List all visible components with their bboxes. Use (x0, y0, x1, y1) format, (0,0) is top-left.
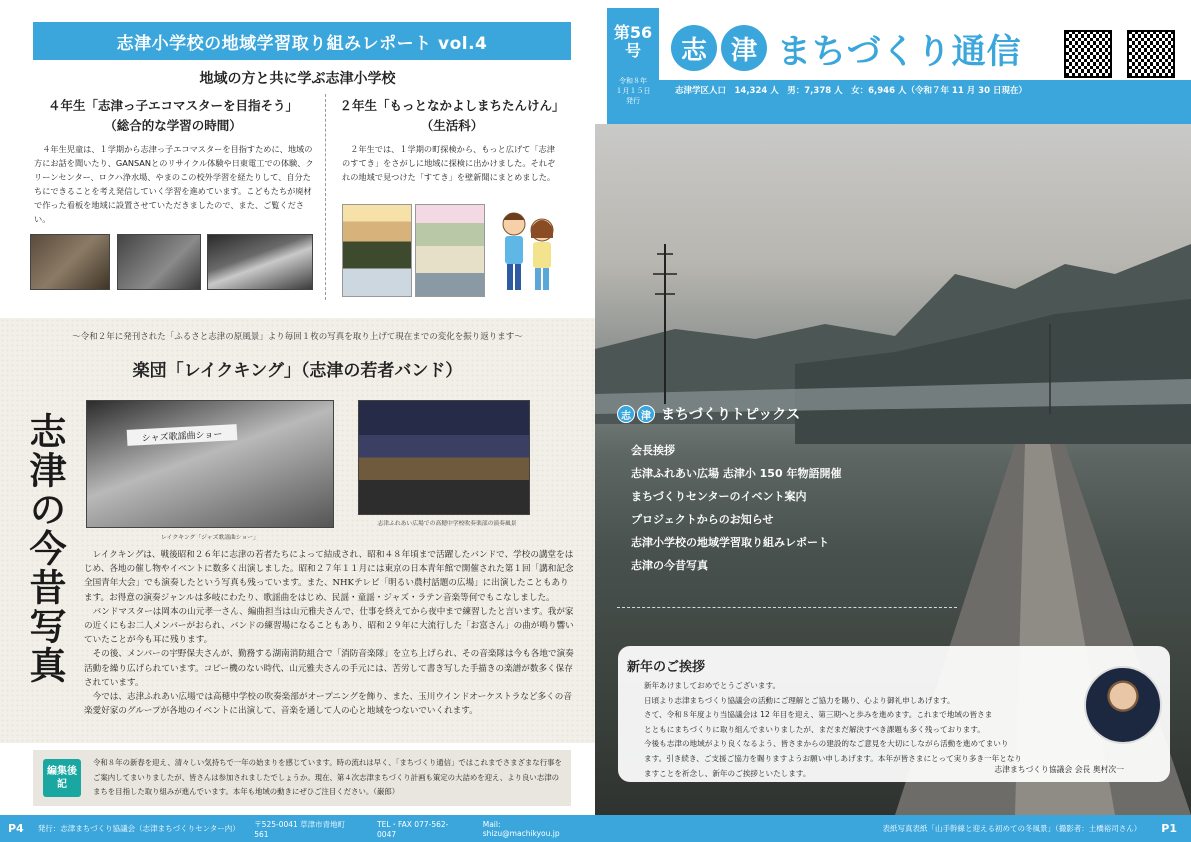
greeting-title: 新年のご挨拶 (627, 660, 706, 675)
page-number: P4 (8, 822, 24, 835)
wall-newspaper-1 (342, 204, 412, 297)
old-photo-body (84, 548, 576, 718)
right-page (595, 0, 1191, 842)
report-subtitle: 地域の方と共に学ぶ志津小学校 (199, 71, 396, 87)
grade2-heading-line1: ２年生「もっとなかよしまちたんけん」 (339, 98, 565, 113)
issue-box (607, 8, 659, 124)
brass-band-photo (358, 400, 530, 515)
topics-heading: まちづくりトピックス (661, 407, 801, 423)
greeting-line: さて、令和８年度より当協議会は 12 年目を迎え、第三期へと歩みを進めます。これまで地域の皆さま (644, 710, 993, 720)
topics-title (617, 404, 1177, 424)
population-text: 志津学区人口 14,324 人 男：7,378 人 女：6,946 人（令和７年 11 月 30 日現在） (675, 86, 1027, 96)
line-qr-icon[interactable] (1127, 30, 1175, 78)
phone: TEL・FAX 077-562-0047 (377, 819, 449, 839)
topics (617, 404, 1177, 571)
old-photo-intro: ～令和２年に発刊された「ふるさと志津の原風景」より毎回１枚の写真を取り上げて現在までの変化を振り返ります～ (72, 332, 523, 342)
paragraph: 今では、志津ふれあい広場では高穂中学校の吹奏楽部がオープニングを飾り、また、玉川ウインドオーケストラなど多くの音楽愛好家のグループが各地のイベントに出演して、音楽を通して人の心と地域をつないでいくれます。 (84, 692, 572, 717)
grade4-heading (28, 96, 318, 136)
masthead-circle-2: 津 (721, 25, 767, 71)
topic-item[interactable]: まちづくりセンターのイベント案内 (631, 490, 807, 503)
grade4-body: ４年生児童は、１学期から志津っ子エコマスターを目指すために、地域の方にお話を聞いたり、GANSANとのリサイクル体験や日東電工での体験、クリーンセンター、ロクハ浄水場、やまのこの校外学習を経たりして、自分たちにできることを考え発信していく学習を進めています。こどもたちが廃材で作った看板を地域に設置させていただきましたので、また、ご覧ください。 (34, 144, 314, 224)
signboard-photo (30, 234, 110, 290)
topic-item[interactable]: 志津小学校の地域学習取り組みレポート (631, 536, 829, 549)
greeting-signature: 志津まちづくり協議会 会長 奥村次一 (994, 765, 1124, 774)
old-photo-title: 楽団「レイクキング」（志津の若者バンド） (132, 361, 463, 381)
topic-item[interactable]: 志津の今昔写真 (631, 559, 708, 572)
publisher: 発行：志津まちづくり協議会（志津まちづくりセンター内） (37, 824, 240, 833)
greeting-line: ます。引き続き、ご支援ご協力を賜りますようお願い申しあげます。本年が皆さまにとって実り多き一年となり (644, 753, 1023, 763)
topics-circle-1: 志 (617, 405, 635, 423)
band-photo-caption: レイクキング「ジャズ歌謡曲ショー」 (161, 535, 259, 541)
topic-item[interactable]: プロジェクトからのお知らせ (631, 513, 774, 526)
greeting-line: 今後も志津の地域がより良くなるよう、皆さまからの建設的なご意見を大切にしながら活動を進めてまいり (644, 739, 1009, 749)
grade4-heading-line1: ４年生「志津っ子エコマスターを目指そう」 (47, 98, 298, 113)
greeting-box (618, 646, 1170, 782)
grade2-heading-line2: （生活科） (420, 118, 484, 133)
line-qr-label: 公式 LINE 友達追加 (1126, 84, 1178, 90)
issue-date-line1: 令和８年 (619, 77, 647, 85)
paragraph: バンドマスターは岡本の山元孝一さん、編曲担当は山元雅夫さんで、仕事を終えてから夜中まで練習したと言います。我が家の近くにもお二人メンバーがおられ、バンドの練習場になることもあり、昭和２９年に大流行した「お富さん」の曲が鳴り響いていたことが今も耳に残ります。 (84, 606, 574, 646)
footer-right (595, 815, 1191, 842)
grade4-heading-line2: （総合的な学習の時間） (104, 118, 242, 133)
topics-divider (617, 607, 957, 608)
greeting-line: とともにまちづくりに取り組んでまいりましたが、まだまだ解決すべき課題も多く残っております。 (644, 724, 985, 734)
greeting-line: 新年あけましておめでとうございます。 (644, 681, 781, 690)
chairman-portrait (1084, 666, 1162, 744)
column-divider (325, 94, 326, 300)
homepage-qr-icon[interactable] (1064, 30, 1112, 78)
kids-illustration (492, 206, 564, 298)
topics-circle-2: 津 (637, 405, 655, 423)
address: 〒525-0041 草津市青地町 561 (254, 819, 346, 839)
masthead (671, 18, 1022, 78)
band-sign: シャズ歌謡曲ショー (127, 424, 238, 446)
left-page (0, 0, 595, 842)
grade2-body: ２年生では、１学期の町探検から、もっと広げて「志津のすてき」をさがしに地域に探検に出かけました。それぞれの地域で見つけた「すてき」を壁新聞にまとめました。 (342, 144, 556, 182)
greeting-line: 日頃より志津まちづくり協議会の活動にご理解とご協力を賜り、心より御礼申しあげます。 (644, 695, 955, 705)
issue-date-line2: １月１５日 (615, 87, 651, 95)
homepage-qr-label: まちづくり協議会ホームページ (1057, 81, 1119, 94)
issue-number: 第56号 (613, 23, 653, 60)
editor-note (33, 750, 571, 806)
vertical-title: 志津の今昔写真 (23, 412, 67, 685)
issue-date (607, 76, 659, 106)
band-photo (86, 400, 334, 528)
grade2-heading (332, 96, 572, 136)
report-banner: 志津小学校の地域学習取り組みレポート vol.4 (33, 22, 571, 60)
experience-photo (117, 234, 201, 290)
masthead-title: まちづくり通信 (777, 31, 1022, 72)
topic-item[interactable]: 志津ふれあい広場 志津小 150 年物語開催 (631, 467, 842, 480)
footer-left (0, 815, 595, 842)
lecture-photo (207, 234, 313, 290)
paragraph: その後、メンバーの宇野保夫さんが、勤務する湖南消防組合で「消防音楽隊」を立ち上げられ、その音楽隊は今も各地で演奏活動を繰り広げられています。コピー機のない時代、山元雅夫さんの手元には、苦労して書き写した手描きの楽譜が数多く保存されています。 (84, 649, 574, 688)
email-link[interactable]: Mail: shizu@machikyou.jp (482, 819, 560, 838)
editor-text: 令和８年の新春を迎え、清々しい気持ちで一年の始まりを感じています。時の流れは早く、「まちづくり通信」ではこれまでさまざまな行事をご案内してまいりましたが、皆さんは参加されましたでしょうか。現在、第４次志津まちづくり計画も策定の大詰めを迎え、より良い志津のまちを目指した取り組みが進んでいます。本年も地域の動きにぜひご注目ください。（巌郎） (93, 758, 562, 796)
masthead-circle-1: 志 (671, 25, 717, 71)
editor-badge: 編集後記 (43, 759, 81, 797)
issue-date-line3: 発行 (626, 97, 640, 105)
paragraph: レイクキングは、戦後昭和２６年に志津の若者たちによって結成され、昭和４８年頃まで活躍したバンドで、学校の講堂をはじめ、各地の催し物やイベントに数多く出演しました。昭和２７年１１月には東京の日本青年館で開催された第１回「講和記念全国青年大会」でも演奏したという写真も残っています。また、NHKテレビ「明るい農村話題の広場」に出演したこともあります。お得意の演奏ジャンルは多岐にわたり、歌謡曲をはじめ、民謡・童謡・ジャズ・ラテン音楽等何でもこなしました。 (84, 550, 574, 603)
cover-note: 表紙写真表紙「山手幹線と迎える初めての冬風景」（撮影者：土橋裕司さん） (882, 824, 1142, 833)
page-number: P1 (1161, 822, 1177, 835)
greeting-line: ますことを祈念し、新年のご挨拶といたします。 (644, 768, 811, 778)
wall-newspaper-2 (415, 204, 485, 297)
brass-band-photo-caption: 志津ふれあい広場での高穂中学校吹奏楽部の演奏風景 (377, 521, 517, 527)
topic-item[interactable]: 会長挨拶 (631, 444, 675, 457)
